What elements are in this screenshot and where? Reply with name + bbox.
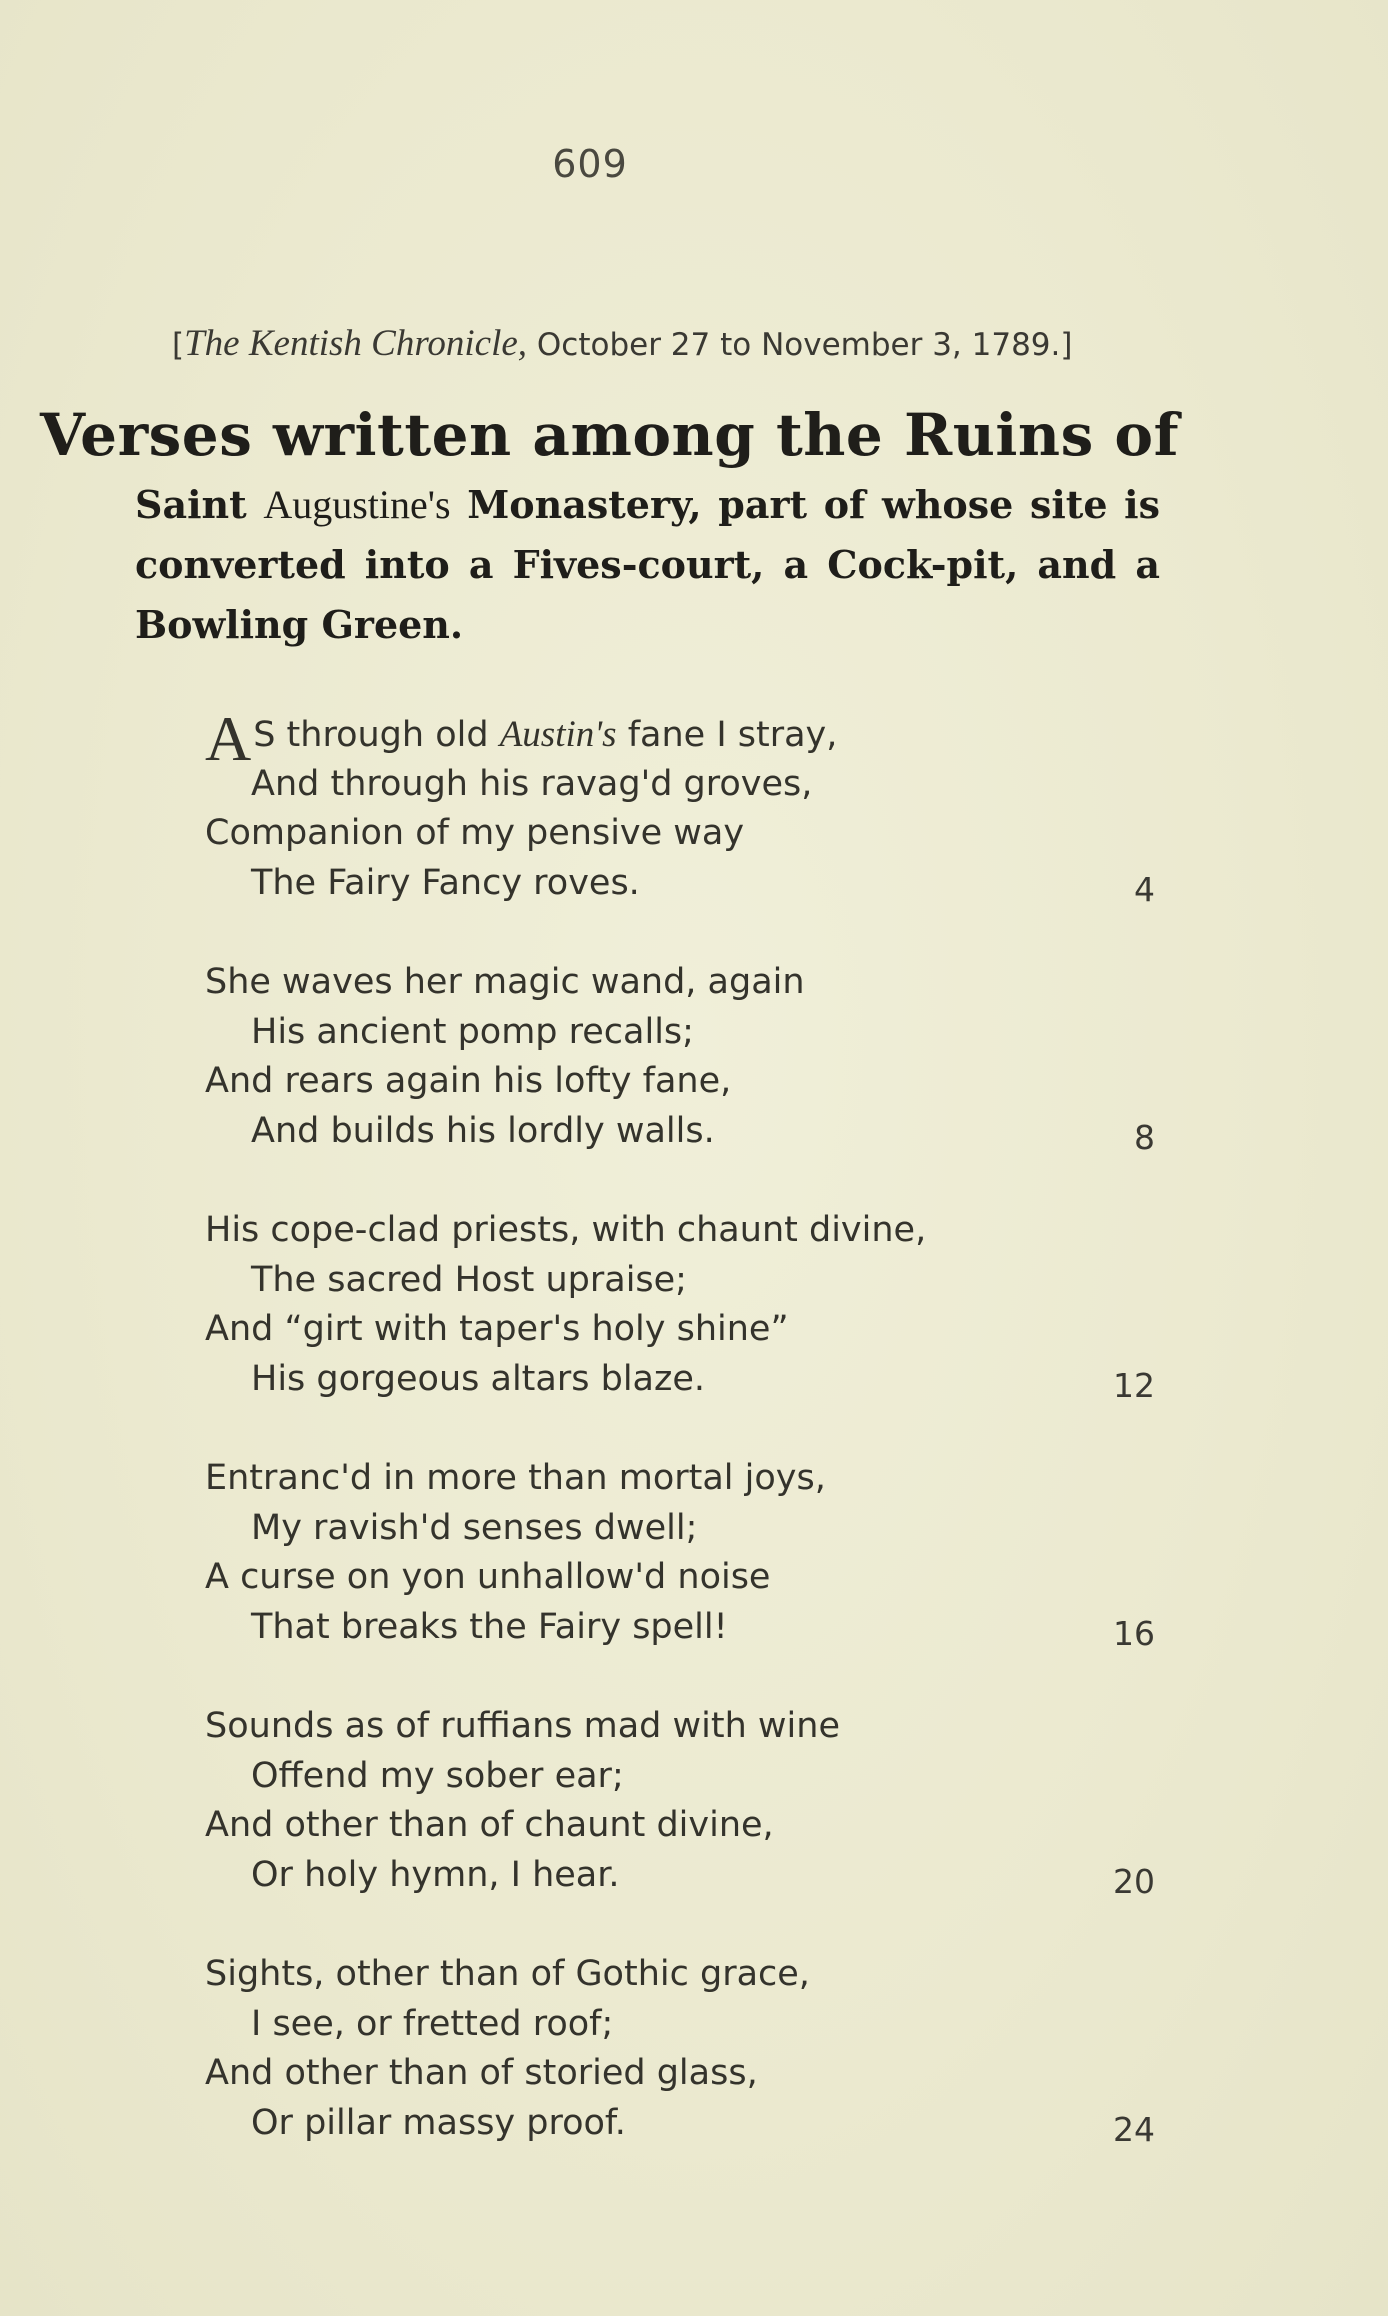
drop-initial: A: [205, 703, 252, 774]
poem-line-text: Or holy hymn, I hear.: [251, 1854, 620, 1895]
poem-line: [205, 1355, 1165, 1405]
source-publication: The Kentish Chronicle,: [184, 323, 528, 364]
poem-line-1-part-b: fane I stray,: [616, 715, 838, 755]
poem-line: Offend my sober ear;: [251, 1755, 624, 1796]
poem-line: Sights, other than of Gothic grace,: [205, 1954, 810, 1994]
poem-body: [205, 703, 1165, 2198]
line-number: 20: [1113, 1861, 1155, 1901]
stanza-6: [205, 1950, 1165, 2148]
poem-line: [205, 1603, 1165, 1653]
stanza-2: [205, 958, 1165, 1156]
title-rest: [135, 475, 1160, 655]
source-citation: [172, 322, 1072, 365]
poem-line: His ancient pomp recalls;: [251, 1011, 694, 1052]
line-number: 12: [1113, 1365, 1155, 1405]
line-number: 24: [1113, 2109, 1155, 2149]
poem-line: [205, 1107, 1165, 1157]
poem-line: [205, 859, 1165, 909]
poem-line: Entranc'd in more than mortal joys,: [205, 1458, 826, 1498]
poem-line: My ravish'd senses dwell;: [251, 1507, 698, 1548]
poem-line-text: His gorgeous altars blaze.: [251, 1358, 706, 1399]
poem-line-text: Or pillar massy proof.: [251, 2102, 626, 2143]
stanza-4: [205, 1454, 1165, 1652]
poem-line: And other than of chaunt divine,: [205, 1805, 774, 1845]
poem-line: And rears again his lofty fane,: [205, 1061, 732, 1101]
line-number: 16: [1113, 1613, 1155, 1653]
poem-line: And “girt with taper's holy shine”: [205, 1309, 789, 1349]
poem-title: [40, 395, 1180, 655]
page-number: 609: [552, 142, 628, 186]
poem-line-1-italic: Austin's: [499, 714, 617, 755]
poem-line: His cope-clad priests, with chaunt divine,: [205, 1210, 927, 1250]
poem-line: Sounds as of ruffians mad with wine: [205, 1706, 840, 1746]
poem-line: Companion of my pensive way: [205, 813, 745, 853]
poem-line-text: That breaks the Fairy spell!: [251, 1606, 728, 1647]
stanza-5: [205, 1702, 1165, 1900]
title-saint: Saint: [135, 482, 264, 527]
poem-line: She waves her magic wand, again: [205, 962, 805, 1002]
poem-line-1: [205, 703, 1165, 774]
poem-line-text: And builds his lordly walls.: [251, 1110, 715, 1151]
title-remainder: Monastery, part of whose site is converted into a Fives-court, a Cock-pit, and a Bowling Green.: [135, 482, 1160, 647]
poem-line: [205, 1851, 1165, 1901]
poem-line: And through his ravag'd groves,: [251, 763, 813, 804]
poem-line-1-part-a: S through old: [253, 715, 500, 755]
source-open-bracket: [: [172, 327, 185, 363]
stanza-3: [205, 1206, 1165, 1404]
poem-line: And other than of storied glass,: [205, 2053, 758, 2093]
stanza-1: [205, 703, 1165, 909]
poem-line: [205, 2099, 1165, 2149]
poem-line-text: The Fairy Fancy roves.: [251, 862, 640, 903]
title-line-1: Verses written among the Ruins of: [40, 401, 1180, 469]
source-dates: October 27 to November 3, 1789.]: [527, 327, 1073, 363]
poem-line: I see, or fretted roof;: [251, 2003, 614, 2044]
poem-line: The sacred Host upraise;: [251, 1259, 687, 1300]
line-number: 4: [1134, 869, 1155, 909]
line-number: 8: [1134, 1117, 1155, 1157]
title-augustine: Augustine's: [263, 482, 451, 527]
poem-line: A curse on yon unhallow'd noise: [205, 1557, 771, 1597]
